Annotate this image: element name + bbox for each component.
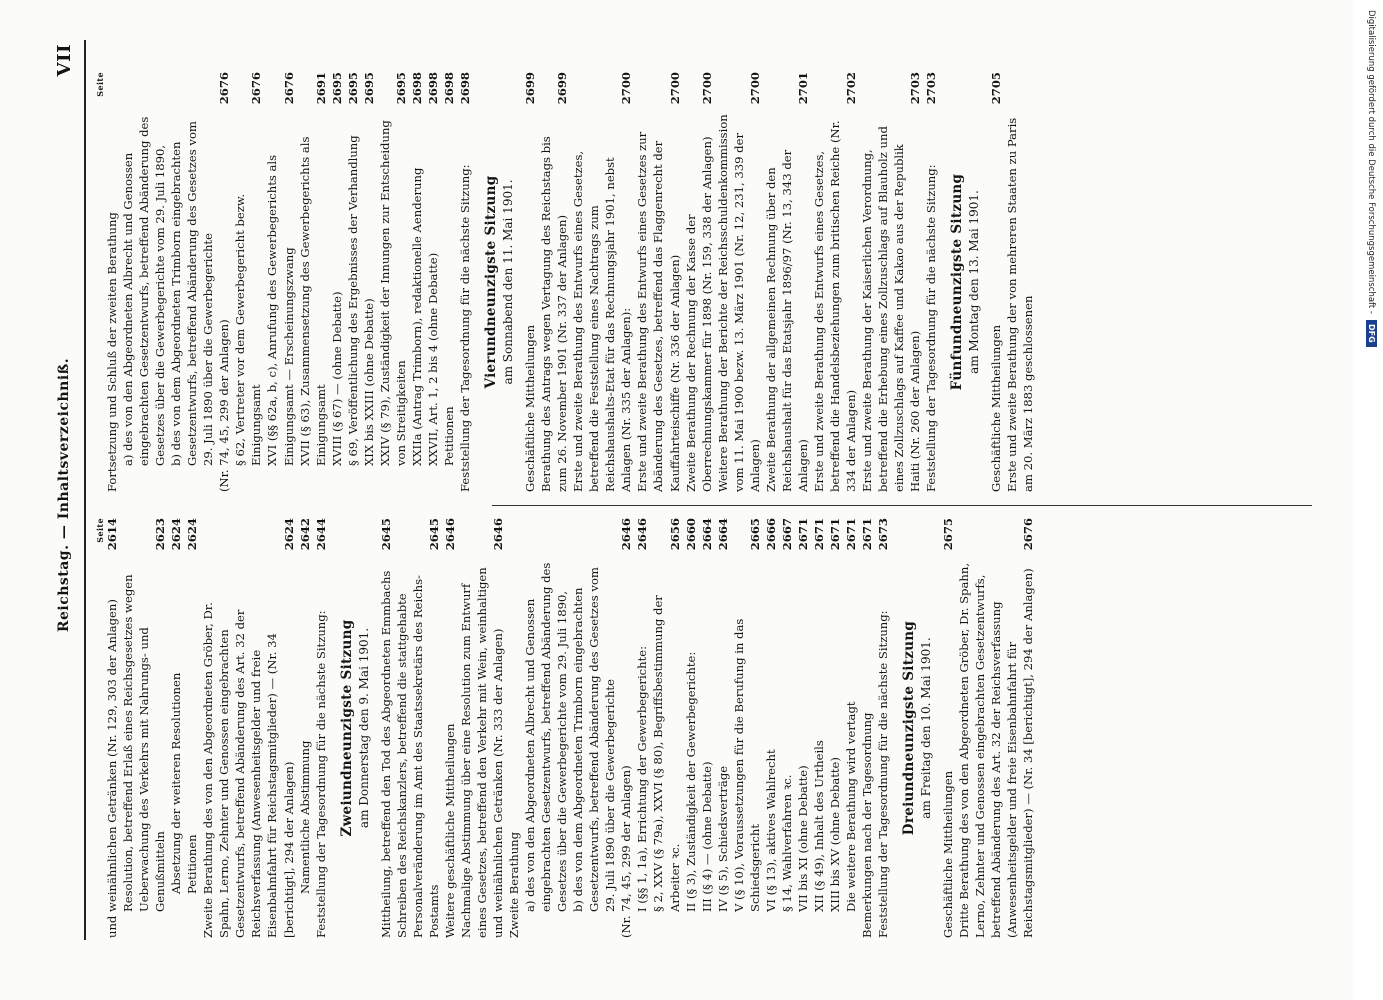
toc-entry-text: § 69, Veröffentlichung des Ergebnisses der Verhandlung (345, 135, 360, 466)
toc-entry-text: VII bis XI (ohne Debatte) (795, 765, 810, 912)
toc-entry-text: b) des von dem Abgeordneten Trimborn eingebrachten Gesetzentwurfs, betreffend Abänderung des Gesetzes vom 29. Juli 1890 über die Gewerbegerichte (571, 567, 618, 912)
left-column (92, 518, 1307, 938)
toc-entry (297, 518, 313, 938)
toc-page-number: 2700 (699, 72, 714, 105)
toc-page-number: 2675 (941, 518, 956, 551)
toc-entry-text: Erste und zweite Berathung der von mehreren Staaten zu Paris am 20. März 1883 geschlossenen (1005, 117, 1036, 492)
section-date: am Donnerstag den 9. Mai 1901. (356, 627, 371, 829)
toc-entry (634, 72, 682, 492)
toc-entry (683, 72, 715, 492)
section-date: am Montag den 13. Mai 1901. (967, 190, 982, 374)
toc-page-number: 2695 (393, 72, 408, 105)
toc-entry (329, 72, 345, 492)
toc-page-number: 2646 (490, 518, 505, 551)
toc-page-number: 2664 (699, 518, 714, 551)
toc-entry-text: (Nr. 74, 45, 299 der Anlagen) (619, 765, 634, 938)
section-93-heading (901, 518, 934, 938)
toc-entry-text: a) des von den Abgeordneten Albrecht und Genossen eingebrachten Gesetzentwurfs, betreffend Abänderung des Gesetzes über die Gewerbegerichte vom 29. Juli 1890, (121, 116, 168, 466)
toc-entry (377, 72, 409, 492)
toc-entry-text: Petitionen (185, 834, 200, 894)
toc-page-number: 2666 (763, 518, 778, 551)
toc-page-number: 2665 (747, 518, 762, 551)
toc-page-number: 2699 (523, 72, 538, 105)
toc-entry (506, 518, 522, 938)
toc-page-number: 2698 (425, 72, 440, 105)
toc-entry (120, 518, 168, 938)
toc-entry (859, 72, 923, 492)
toc-entry (843, 518, 859, 938)
toc-entry-text: XIX bis XXIII (ohne Debatte) (361, 298, 376, 466)
toc-entry (264, 72, 296, 492)
toc-entry (168, 72, 216, 492)
toc-entry (378, 518, 394, 938)
toc-page-number: 2698 (409, 72, 424, 105)
toc-page-number: 2667 (779, 518, 794, 551)
left-entries (104, 518, 329, 938)
toc-entry (200, 518, 296, 938)
toc-entry (715, 72, 763, 492)
toc-entry-text: I (§§ 1, 1a), Errichtung der Gewerbegerichte: (635, 645, 650, 912)
toc-page-number: 2624 (185, 518, 200, 551)
toc-page-number: 2664 (715, 518, 730, 551)
toc-entry-text: XXVII, Art. 1, 2 bis 4 (ohne Debatte) (425, 252, 440, 466)
toc-page-number: 2671 (844, 518, 859, 551)
section-title: Vierundneunzigste Sitzung (483, 175, 500, 389)
toc-page-number: 2701 (795, 72, 810, 105)
toc-entry (184, 518, 200, 938)
section-date: am Freitag den 10. Mai 1901. (919, 637, 934, 819)
toc-entry (683, 518, 699, 938)
section-title: Dreiundneunzigste Sitzung (901, 620, 918, 836)
toc-entry-text: XIII bis XV (ohne Debatte) (827, 757, 842, 912)
toc-page-number: 2676 (1021, 518, 1036, 551)
toc-entry (811, 518, 827, 938)
toc-entry-text: Schreiben des Reichskanzlers, betreffend die stattgehabte Personalveränderung im Amt des Staatssekretärs des Reichs-Postamts (394, 575, 441, 938)
toc-page-number: 2703 (924, 72, 939, 105)
toc-entry-text: Zweite Berathung der Rechnung der Kasse der Oberrechnungskammer für 1898 (Nr. 159, 338 der Anlagen) (683, 136, 714, 492)
toc-page-number: 2660 (683, 518, 698, 551)
toc-entry-text: XII (§ 49), Inhalt des Urtheils (811, 740, 826, 912)
toc-entry-text: Zweite Berathung der allgemeinen Rechnung über den Reichshaushalt für das Etatsjahr 1896/97 (Nr. 13, 343 der Anlagen) (763, 149, 810, 492)
toc-entry (522, 72, 538, 492)
toc-entry (570, 518, 618, 938)
toc-entry-text: § 2, XXV (§ 79a), XXVI (§ 80), Begriffsbestimmung der Arbeiter ꝛc. (651, 595, 682, 912)
toc-entry (104, 518, 120, 938)
section-93-entries (940, 518, 1036, 938)
section-94-entries (522, 72, 939, 492)
toc-entry-text: XVIII (§ 67) — (ohne Debatte) (329, 291, 344, 466)
toc-entry (442, 518, 458, 938)
toc-page-number: 2702 (844, 72, 859, 105)
toc-entry-text: § 62, Vertreter vor dem Gewerbegericht bezw. Einigungsamt (233, 193, 264, 466)
toc-entry-text: Namentliche Abstimmung (297, 740, 312, 894)
toc-entry-text: Feststellung der Tagesordnung für die nächste Sitzung: (924, 164, 939, 492)
toc-page-number: 2671 (827, 518, 842, 551)
credit-text: Digitalisierung gefördert durch die Deutsche Forschungsgemeinschaft - (1366, 10, 1377, 314)
toc-entry (409, 72, 425, 492)
toc-page-number: 2671 (860, 518, 875, 551)
toc-page-number: 2676 (217, 72, 232, 105)
toc-entry (232, 72, 264, 492)
toc-entry-text: IV (§ 5), Schiedsverträge (715, 765, 730, 912)
toc-entry (811, 72, 859, 492)
toc-entry (345, 72, 361, 492)
toc-entry (457, 72, 473, 492)
toc-entry-text: a) des von den Abgeordneten Albrecht und Genossen eingebrachten Gesetzentwurfs, betreffend Abänderung des Gesetzes über die Gewerbegerichte vom 29. Juli 1890, (523, 562, 570, 912)
toc-entry (795, 518, 811, 938)
toc-page-number: 2676 (281, 72, 296, 105)
toc-page-number: 2656 (667, 518, 682, 551)
toc-entry (715, 518, 731, 938)
toc-entry (940, 518, 956, 938)
page-title: Reichstag. — Inhaltsverzeichniß. (56, 357, 72, 633)
toc-entry-text: § 14, Wahlverfahren ꝛc. (779, 774, 794, 912)
toc-entry-text: Weitere Berathung der Berichte der Reichsschuldenkommission vom 11. Mai 1900 bezw. 13. März 1901 (Nr. 12, 231, 339 der Anlagen) (715, 114, 762, 492)
toc-entry-text: Erste und zweite Berathung der Kaiserlichen Verordnung, betreffend die Erhebung eines Zollzuschlags auf Blauholz und eines Zollzuschlags auf Kaffee und Kakao aus der Republik Haiti (Nr. 260 der Anlagen) (860, 126, 923, 492)
toc-entry (538, 72, 570, 492)
toc-entry-text: b) des von dem Abgeordneten Trimborn eingebrachten Gesetzentwurfs, betreffend Abänderung des Gesetzes vom 29. Juli 1890 über die Gewerbegerichte (169, 121, 216, 466)
section-95-heading (949, 72, 982, 492)
toc-entry-text: XVII (§ 63), Zusammensetzung des Gewerbegerichts als Einigungsamt (297, 136, 328, 466)
toc-entry (522, 518, 570, 938)
toc-page-number: 2671 (811, 518, 826, 551)
toc-page-number: 2698 (458, 72, 473, 105)
toc-page-number: 2700 (619, 72, 634, 105)
toc-page-number: 2673 (876, 518, 891, 551)
toc-entry (297, 72, 329, 492)
toc-page-number: 2624 (169, 518, 184, 551)
toc-entry-text: Mittheilung, betreffend den Tod des Abgeordneten Emmbachs (378, 570, 393, 938)
toc-entry-text: Weitere geschäftliche Mittheilungen (442, 723, 457, 938)
toc-entry (104, 72, 120, 492)
toc-entry (425, 72, 441, 492)
section-92-heading (339, 518, 372, 938)
toc-entry (441, 72, 457, 492)
toc-entry (699, 518, 715, 938)
column-rule (492, 505, 1312, 506)
toc-page-number: 2645 (378, 518, 393, 551)
toc-entry (763, 518, 779, 938)
toc-entry-text: XVI (§§ 62a, b, c), Anrufung des Gewerbegerichts als Einigungsamt — Erscheinungszwang (265, 154, 296, 466)
toc-entry-text: (Nr. 74, 45, 299 der Anlagen) (217, 319, 232, 492)
section-92-entries (378, 518, 892, 938)
toc-entry (120, 72, 168, 492)
toc-entry-text: Geschäftliche Mittheilungen (989, 324, 1004, 492)
toc-page-number: 2700 (747, 72, 762, 105)
toc-entry-text: Nachmalige Abstimmung über eine Resolution zum Entwurf eines Gesetzes, betreffend den Verkehr mit Wein, weinhaltigen und weinähnlichen Getränken (Nr. 333 der Anlagen) (458, 567, 505, 938)
toc-page-number: 2676 (249, 72, 264, 105)
section-title: Zweiundneunzigste Sitzung (338, 619, 355, 837)
toc-entry-text: Erste und zweite Berathung des Entwurfs eines Gesetzes, betreffend die Feststellung eines Nachtrags zum Reichshaushalts-Etat für das Rechnungsjahr 1901, nebst Anlagen (Nr. 335 der Anlagen): (571, 150, 634, 492)
toc-page-number: 2699 (555, 72, 570, 105)
toc-entry-text: Petitionen (441, 406, 456, 466)
toc-entry (988, 72, 1004, 492)
toc-entry (458, 518, 506, 938)
toc-entry (361, 72, 377, 492)
toc-entry-text: V (§ 10), Voraussetzungen für die Berufung in das Schiedsgericht (731, 618, 762, 912)
toc-entry-text: Geschäftliche Mittheilungen (523, 324, 538, 492)
toc-entry (570, 72, 634, 492)
page-number: VII (54, 44, 75, 77)
toc-entry-text: Geschäftliche Mittheilungen (941, 770, 956, 938)
toc-entry (763, 72, 811, 492)
toc-entry (394, 518, 442, 938)
toc-entry (618, 518, 634, 938)
toc-page-number: 2703 (908, 72, 923, 105)
toc-entry-text: Erste und zweite Berathung des Entwurfs eines Gesetzes zur Abänderung des Gesetzes, betreffend das Flaggenrecht der Kauffahrteischiffe (Nr. 336 der Anlagen) (635, 131, 682, 492)
toc-page-number: 2646 (442, 518, 457, 551)
toc-page-number: 2705 (989, 72, 1004, 105)
toc-page-number: 2698 (441, 72, 456, 105)
section-95-entries (988, 72, 1036, 492)
digitization-credit (1353, 0, 1383, 1000)
toc-entry-text: Resolution, betreffend Erlaß eines Reichsgesetzes wegen Ueberwachung des Verkehrs mit Nahrungs- und Genußmitteln (121, 574, 168, 912)
toc-entry-text: Feststellung der Tagesordnung für die nächste Sitzung: (458, 164, 473, 492)
toc-page-number: 2645 (426, 518, 441, 551)
toc-entry (779, 518, 795, 938)
section-date: am Sonnabend den 11. Mai 1901. (501, 179, 516, 385)
seite-label-left: Seite (95, 518, 105, 543)
toc-entry (168, 518, 184, 938)
toc-entry-text: Bemerkungen nach der Tagesordnung (860, 712, 875, 938)
toc-page-number: 2700 (667, 72, 682, 105)
toc-entry (956, 518, 1036, 938)
toc-page-number: 2695 (329, 72, 344, 105)
toc-page-number: 2614 (105, 518, 119, 551)
header-rule (84, 40, 86, 940)
toc-entry-text: III (§ 4) — (ohne Debatte) (699, 761, 714, 912)
toc-page-number: 2623 (153, 518, 168, 551)
toc-entry-text: Feststellung der Tagesordnung für die nächste Sitzung: (876, 610, 891, 938)
toc-page-number: 2644 (313, 518, 328, 551)
toc-page-number: 2671 (795, 518, 810, 551)
toc-entry (650, 518, 682, 938)
page-header (52, 30, 82, 960)
toc-entry-text: Zweite Berathung (507, 831, 522, 938)
toc-entry-text: Erste und zweite Berathung des Entwurfs eines Gesetzes, betreffend die Handelsbeziehungen zum britischen Reiche (Nr. 334 der Anlagen) (811, 120, 859, 492)
right-column (92, 72, 1307, 492)
toc-entry-text: Zweite Berathung des von den Abgeordneten Gröber, Dr. Spahn, Lerno, Zehnter und Genossen eingebrachten Gesetzentwurfs, betreffend Abänderung des Art. 32 der Reichsverfassung (Anwesenheitsgelder und freie Eisenbahnfahrt für Reichstagsmitglieder) — (Nr. 34 [berichtigt], 294 der Anlagen) (201, 602, 296, 938)
toc-entry-text: XXIV (§ 79), Zuständigkeit der Innungen zur Entscheidung von Streitigkeiten (377, 120, 408, 466)
toc-entry (1004, 72, 1036, 492)
toc-entry-text: Feststellung der Tagesordnung für die nächste Sitzung: (313, 610, 328, 938)
toc-entry (313, 518, 329, 938)
toc-entry-text: Berathung des Antrags wegen Vertagung des Reichstags bis zum 26. November 1901 (Nr. 337 der Anlagen) (539, 136, 570, 492)
toc-entry-text: XXIIa (Antrag Trimborn), redaktionelle Aenderung (409, 167, 424, 466)
right-entries (104, 72, 473, 492)
toc-entry (859, 518, 875, 938)
toc-entry-text: II (§ 3), Zuständigkeit der Gewerbegerichte: (683, 651, 698, 912)
seite-label-right: Seite (95, 72, 105, 97)
section-title: Fünfundneunzigste Sitzung (949, 173, 966, 391)
toc-entry (875, 518, 891, 938)
section-94-heading (483, 72, 516, 492)
toc-entry (827, 518, 843, 938)
toc-page-number: 2695 (345, 72, 360, 105)
toc-entry (634, 518, 650, 938)
toc-entry-text: Fortsetzung und Schluß der zweiten Berathung (105, 212, 119, 492)
toc-entry (731, 518, 763, 938)
toc-entry-text: VI (§ 13), aktives Wahlrecht (763, 749, 778, 912)
toc-page-number: 2624 (281, 518, 296, 551)
toc-page-number: 2646 (635, 518, 650, 551)
toc-entry-text: Dritte Berathung des von den Abgeordneten Gröber, Dr. Spahn, Lerno, Zehnter und Genossen eingebrachten Gesetzentwurfs, betreffend Abänderung des Art. 32 der Reichsverfassung (Anwesenheitsgelder und freie Eisenbahnfahrt für Reichstagsmitglieder) — (Nr. 34 [berichtigt], 294 der Anlagen) (957, 562, 1036, 938)
toc-page-number: 2691 (313, 72, 328, 105)
toc-page-number: 2642 (297, 518, 312, 551)
toc-entry-text: Absetzung der weiteren Resolutionen (169, 672, 184, 894)
toc-entry-text: und weinähnlichen Getränken (Nr. 129, 303 der Anlagen) (105, 599, 119, 938)
dfg-logo: DFG (1366, 320, 1377, 347)
toc-page-number: 2646 (619, 518, 634, 551)
toc-entry (923, 72, 939, 492)
toc-entry (216, 72, 232, 492)
toc-entry-text: Die weitere Berathung wird vertagt (844, 701, 859, 912)
toc-page-number: 2695 (361, 72, 376, 105)
